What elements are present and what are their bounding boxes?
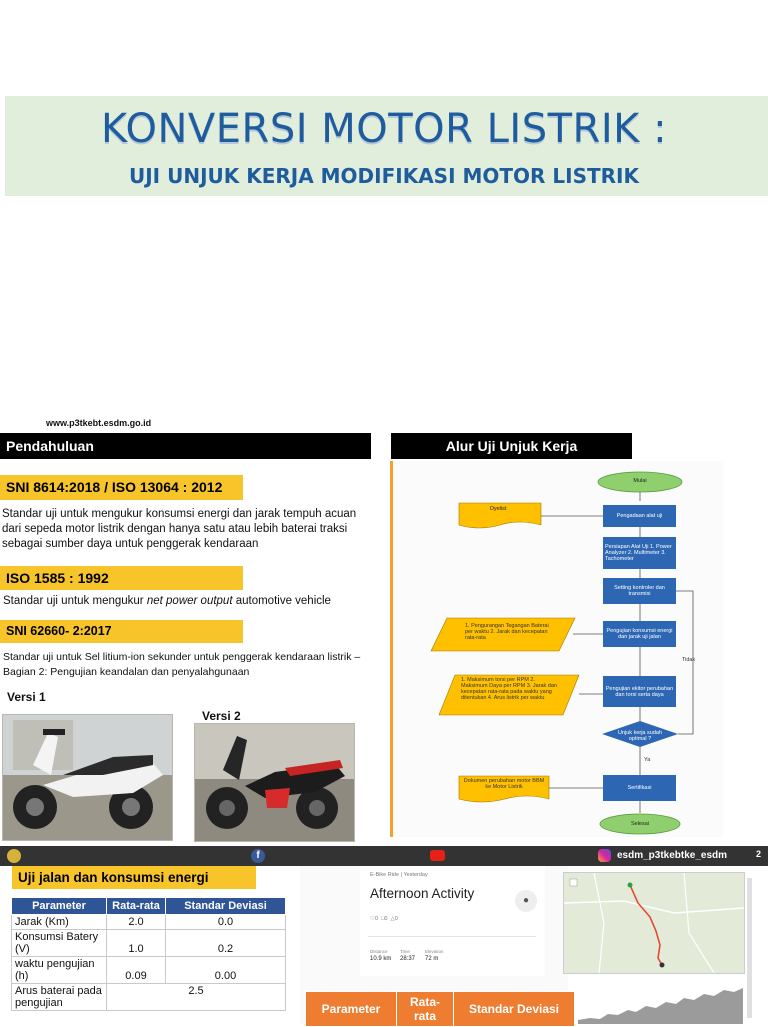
flow-input: Oyelist (489, 506, 507, 512)
results-table (11, 897, 286, 1011)
route-map[interactable] (563, 872, 745, 974)
flow-end: Selesai (630, 821, 650, 827)
flow-decision: Unjuk kerja sudah optimal ? (617, 730, 663, 742)
standard-tag: SNI 62660- 2:2017 (0, 620, 243, 643)
flow-step: Persiapan Alat Uji 1. Power Analyzer 2. Multimeter 3. Tachometer (603, 537, 676, 569)
standard-tag: SNI 8614:2018 / ISO 13064 : 2012 (0, 475, 243, 500)
flow-step: Pengujian konsumsi energi dan jarak uji jalan (603, 621, 676, 647)
flow-step: Pengujian ekitor perubahan dan torsi serta daya (603, 676, 676, 707)
social-bar (0, 846, 768, 866)
section-header-intro: Pendahuluan (0, 433, 371, 459)
elevation-profile (578, 984, 743, 1024)
motorcycle-photo-v2 (194, 723, 355, 842)
table-row: Arus baterai pada pengujian 2.5 (12, 984, 286, 1011)
instagram-handle[interactable]: esdm_p3tkebtke_esdm (617, 850, 728, 861)
flow-start: Mulai (633, 478, 647, 484)
flowchart (393, 461, 723, 837)
section-heading: Uji jalan dan konsumsi energi (12, 866, 256, 889)
flow-document: Dokumen perubahan motor BBM ke Motor Listrik (463, 778, 545, 790)
stat-value: 72 m (425, 956, 439, 962)
table-header: Standar Deviasi (454, 992, 575, 1027)
flow-output: 1. Maksimum torsi per RPM 2. Maksimum Daya per RPM 3. Jarak dan kecepatan rata-rata pada waktu yang ditentukan 4. Arus listrik per waktu (461, 677, 557, 701)
flow-step: Sertifikasi (603, 775, 676, 801)
section-header-flow: Alur Uji Unjuk Kerja (391, 433, 632, 459)
standard-description: Standar uji untuk mengukur konsumsi energi dan jarak tempuh acuan dari sepeda motor listrik dengan hanya satu atau lebih baterai traksi sebagai sumber daya untuk penggerak kendaraan (2, 508, 357, 550)
table-row: Konsumsi Batery (V) 1.0 0.2 (12, 930, 286, 957)
standard-description: Standar uji untuk mengukur net power output automotive vehicle (3, 595, 331, 607)
divider (368, 936, 536, 937)
facebook-icon[interactable]: f (251, 849, 265, 863)
stat-label: Distance (370, 949, 388, 954)
version-1-label: Versi 1 (7, 690, 46, 704)
website-url: www.p3tkebt.esdm.go.id (46, 418, 152, 428)
stat-label: Elevation (425, 949, 444, 954)
bike-icon: ● (515, 890, 537, 912)
photo-icon[interactable]: △ (390, 916, 395, 922)
results-table-2 (305, 991, 575, 1027)
scrollbar[interactable] (747, 878, 752, 1018)
kudos-icon[interactable]: ♡ (370, 916, 375, 922)
activity-title: Afternoon Activity (370, 886, 475, 901)
stat-value: 28:37 (400, 956, 416, 962)
table-header: Parameter (12, 898, 107, 915)
esdm-logo-icon (7, 849, 21, 863)
slide-subtitle: UJI UNJUK KERJA MODIFIKASI MOTOR LISTRIK (129, 164, 639, 188)
activity-card[interactable] (360, 866, 545, 976)
activity-meta: E-Bike Ride | Yesterday (370, 872, 428, 878)
table-row: Jarak (Km) 2.0 0.0 (12, 915, 286, 930)
table-header: Rata-rata (107, 898, 166, 915)
activity-social: ♡0 □0 △0 (370, 916, 398, 922)
stat-value: 10.9 km (370, 956, 392, 962)
page-number: 2 (756, 849, 762, 859)
comment-icon[interactable]: □ (381, 916, 385, 922)
table-header: Standar Deviasi (166, 898, 286, 915)
standard-description: Standar uji untuk Sel litium-ion sekunder untuk penggerak kendaraan listrik – Bagian 2: Pengujian keandalan dan penyalahgunaan (3, 651, 361, 678)
table-header: Parameter (306, 992, 397, 1027)
standard-tag: ISO 1585 : 1992 (0, 566, 243, 590)
flow-step: Pengadaan alat uji (603, 505, 676, 527)
stat-label: Time (400, 949, 410, 954)
flow-step: Setting kontroler dan transmisi (603, 578, 676, 604)
table-header: Rata-rata (397, 992, 454, 1027)
flow-output: 1. Pengurangan Tegangan Baterai per waktu 2. Jarak dan kecepatan rata-rata (465, 623, 549, 641)
flow-no-label: Tidak (682, 657, 696, 663)
instagram-icon[interactable] (598, 849, 611, 862)
flow-yes-label: Ya (644, 757, 651, 763)
version-2-label: Versi 2 (202, 709, 241, 723)
motorcycle-photo-v1 (2, 714, 173, 841)
table-row: waktu pengujian (h) 0.09 0.00 (12, 957, 286, 984)
youtube-icon[interactable] (430, 850, 445, 861)
slide-title: KONVERSI MOTOR LISTRIK : (100, 106, 668, 152)
